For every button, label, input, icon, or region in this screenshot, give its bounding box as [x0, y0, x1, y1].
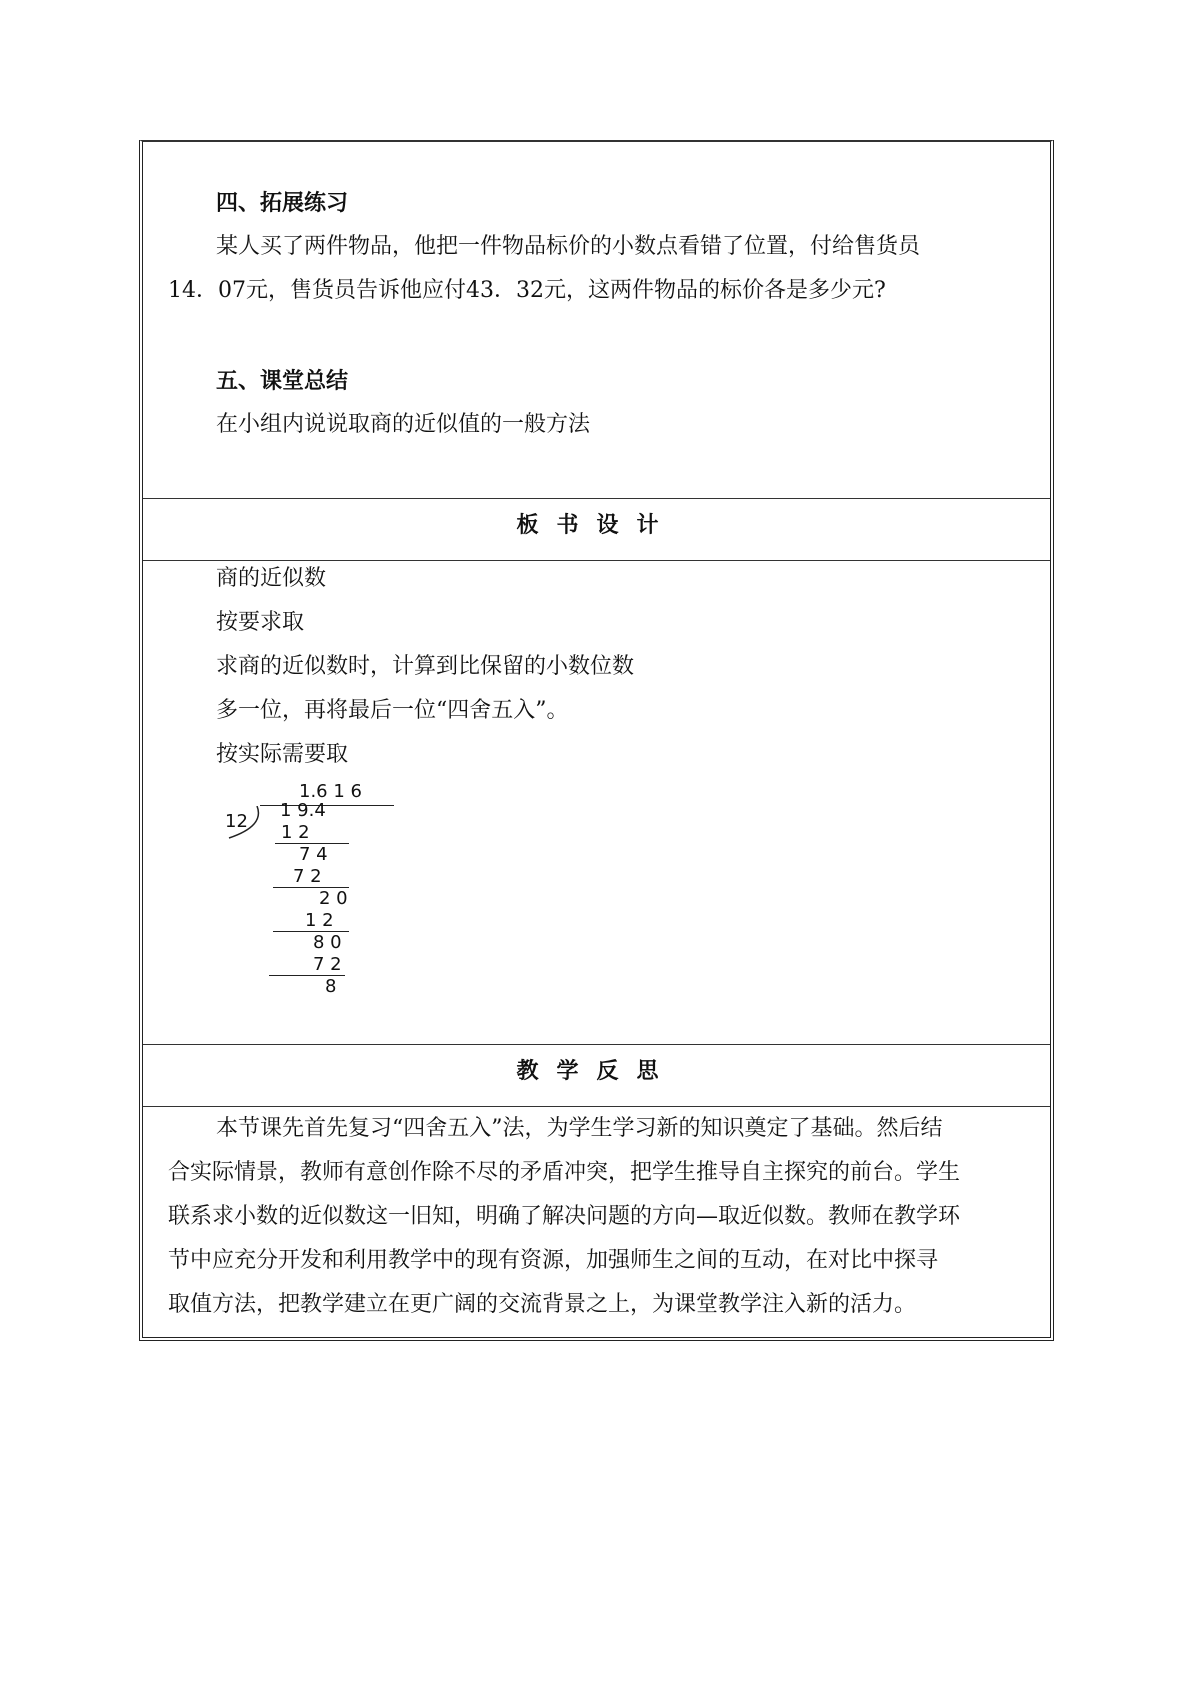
reflection-line: 合实际情景，教师有意创作除不尽的矛盾冲突，把学生推导自主探究的前台。学生: [168, 1160, 961, 1185]
section-4-heading: 四、拓展练习: [216, 190, 349, 216]
divider: [143, 1106, 1050, 1107]
board-line: 求商的近似数时，计算到比保留的小数位数: [216, 654, 635, 679]
board-line: 按要求取: [216, 610, 305, 635]
reflection-line: 取值方法，把教学建立在更广阔的交流背景之上，为课堂教学注入新的活力。: [168, 1292, 917, 1317]
division-step: 7 4: [299, 844, 328, 865]
board-line: 商的近似数: [216, 566, 327, 591]
divider: [143, 560, 1050, 561]
division-quotient: 1.6 1 6: [299, 781, 362, 802]
division-step: 8: [325, 976, 337, 997]
division-step: 8 0: [313, 932, 342, 953]
division-step: 1 2: [281, 822, 310, 843]
board-line: 多一位，再将最后一位“四舍五入”。: [216, 698, 569, 723]
division-divisor: 12: [225, 811, 248, 832]
reflection-title: 教学反思: [516, 1058, 677, 1084]
division-step: 2 0: [319, 888, 348, 909]
section-4-text-line1: 某人买了两件物品，他把一件物品标价的小数点看错了位置，付给售货员: [216, 234, 921, 259]
section-4-text-line2: 14．07元，售货员告诉他应付43．32元，这两件物品的标价各是多少元?: [168, 278, 886, 303]
division-bracket-icon: [225, 806, 265, 842]
reflection-line: 节中应充分开发和利用教学中的现有资源，加强师生之间的互动，在对比中探寻: [168, 1248, 939, 1273]
section-5-heading: 五、课堂总结: [216, 368, 349, 394]
section-5-text: 在小组内说说取商的近似值的一般方法: [216, 412, 591, 437]
division-dividend: 1 9.4: [280, 800, 326, 821]
division-step: 1 2: [305, 910, 334, 931]
reflection-line: 联系求小数的近似数这一旧知，明确了解决问题的方向—取近似数。教师在教学环: [168, 1204, 961, 1229]
division-step: 7 2: [313, 954, 342, 975]
lesson-table: [139, 140, 1054, 1341]
board-line: 按实际需要取: [216, 742, 349, 767]
divider: [143, 498, 1050, 499]
divider: [143, 1044, 1050, 1045]
division-step: 7 2: [293, 866, 322, 887]
board-design-title: 板书设计: [516, 512, 677, 538]
reflection-line: 本节课先首先复习“四舍五入”法，为学生学习新的知识奠定了基础。然后结: [216, 1116, 943, 1141]
